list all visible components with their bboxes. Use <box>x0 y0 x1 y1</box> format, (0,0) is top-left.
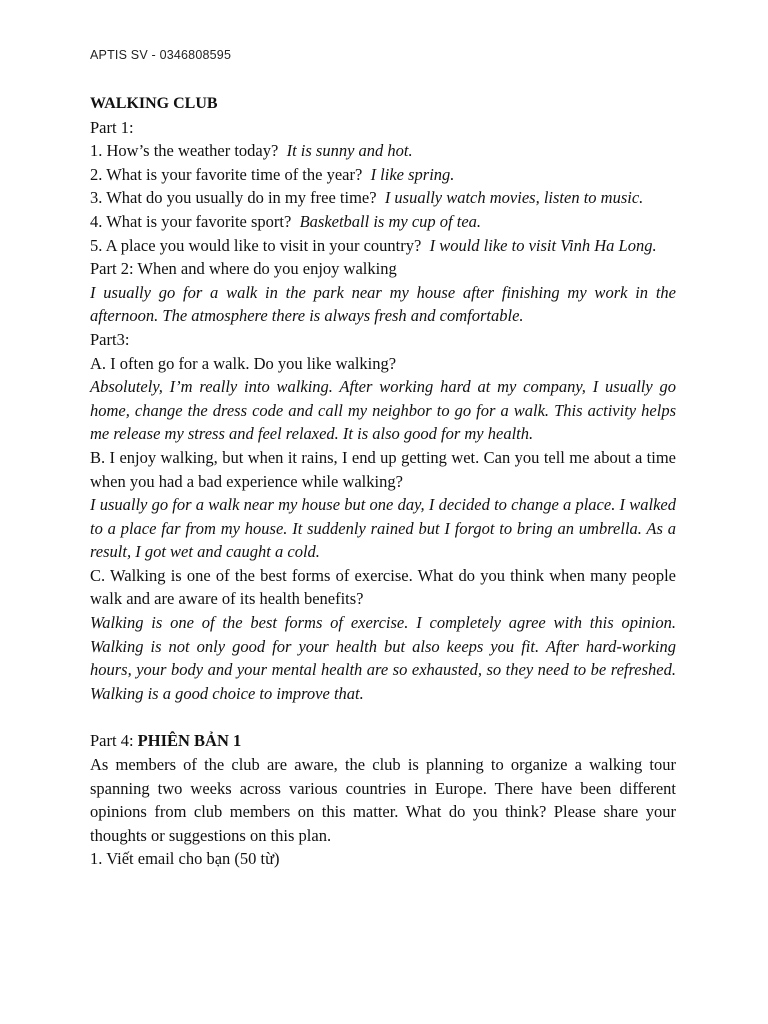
part2-answer: I usually go for a walk in the park near my house after finishing my work in the afternoon. The atmosphere there is always fresh and comfortable. <box>90 282 676 326</box>
part1-item-3 <box>90 186 676 210</box>
part1-item-1 <box>90 139 676 163</box>
part4-version: PHIÊN BẢN 1 <box>137 731 242 751</box>
part3-answer-c: Walking is one of the best forms of exercise. I completely agree with this opinion. Walking is not only good for your health but also keeps you fit. After hard-working hours, your body and your mental health are so exhausted, so they need to be refreshed. Walking is a good choice to improve that. <box>90 613 676 703</box>
section-spacer <box>90 705 676 729</box>
answer-text: I would like to visit Vinh Ha Long. <box>429 235 657 255</box>
part1-item-4 <box>90 210 676 234</box>
question-text: 2. What is your favorite time of the year? <box>90 164 363 184</box>
answer-text: It is sunny and hot. <box>286 141 413 161</box>
answer-text: I like spring. <box>370 164 455 184</box>
part3-heading: Part3: <box>90 329 130 349</box>
document-title: WALKING CLUB <box>90 95 218 112</box>
part4-task: 1. Viết email cho bạn (50 từ) <box>90 849 280 869</box>
part3-answer-b: I usually go for a walk near my house but one day, I decided to change a place. I walked to a place far from my house. It suddenly rained but I forgot to bring an umbrella. As a result, I got wet and caught a cold. <box>90 495 676 562</box>
part3-question-c: C. Walking is one of the best forms of exercise. What do you think when many people walk and are aware of its health benefits? <box>90 565 676 609</box>
part4-heading <box>90 729 676 753</box>
part3-question-a: A. I often go for a walk. Do you like walking? <box>90 353 397 373</box>
header-contact: APTIS SV - 0346808595 <box>90 48 232 62</box>
answer-text: Basketball is my cup of tea. <box>299 211 482 231</box>
document-body <box>90 92 676 871</box>
question-text: 5. A place you would like to visit in your country? <box>90 235 422 255</box>
answer-text: I usually watch movies, listen to music. <box>384 188 644 208</box>
part1-item-5 <box>90 234 676 258</box>
part1-heading: Part 1: <box>90 117 134 137</box>
question-text: 3. What do you usually do in my free time? <box>90 188 377 208</box>
part3-answer-a: Absolutely, I’m really into walking. After working hard at my company, I usually go home, change the dress code and call my neighbor to go for a walk. This activity helps me release my stress and feel relaxed. It is also good for my health. <box>90 377 676 444</box>
part1-item-2 <box>90 163 676 187</box>
question-text: 4. What is your favorite sport? <box>90 211 292 231</box>
question-text: 1. How’s the weather today? <box>90 141 279 161</box>
part3-question-b: B. I enjoy walking, but when it rains, I end up getting wet. Can you tell me about a time when you had a bad experience while walking? <box>90 447 676 491</box>
part4-label: Part 4: <box>90 731 134 751</box>
part4-prompt: As members of the club are aware, the club is planning to organize a walking tour spanning two weeks across various countries in Europe. There have been different opinions from club members on this matter. What do you think? Please share your thoughts or suggestions on this plan. <box>90 755 676 845</box>
part2-heading: Part 2: When and where do you enjoy walking <box>90 259 397 279</box>
